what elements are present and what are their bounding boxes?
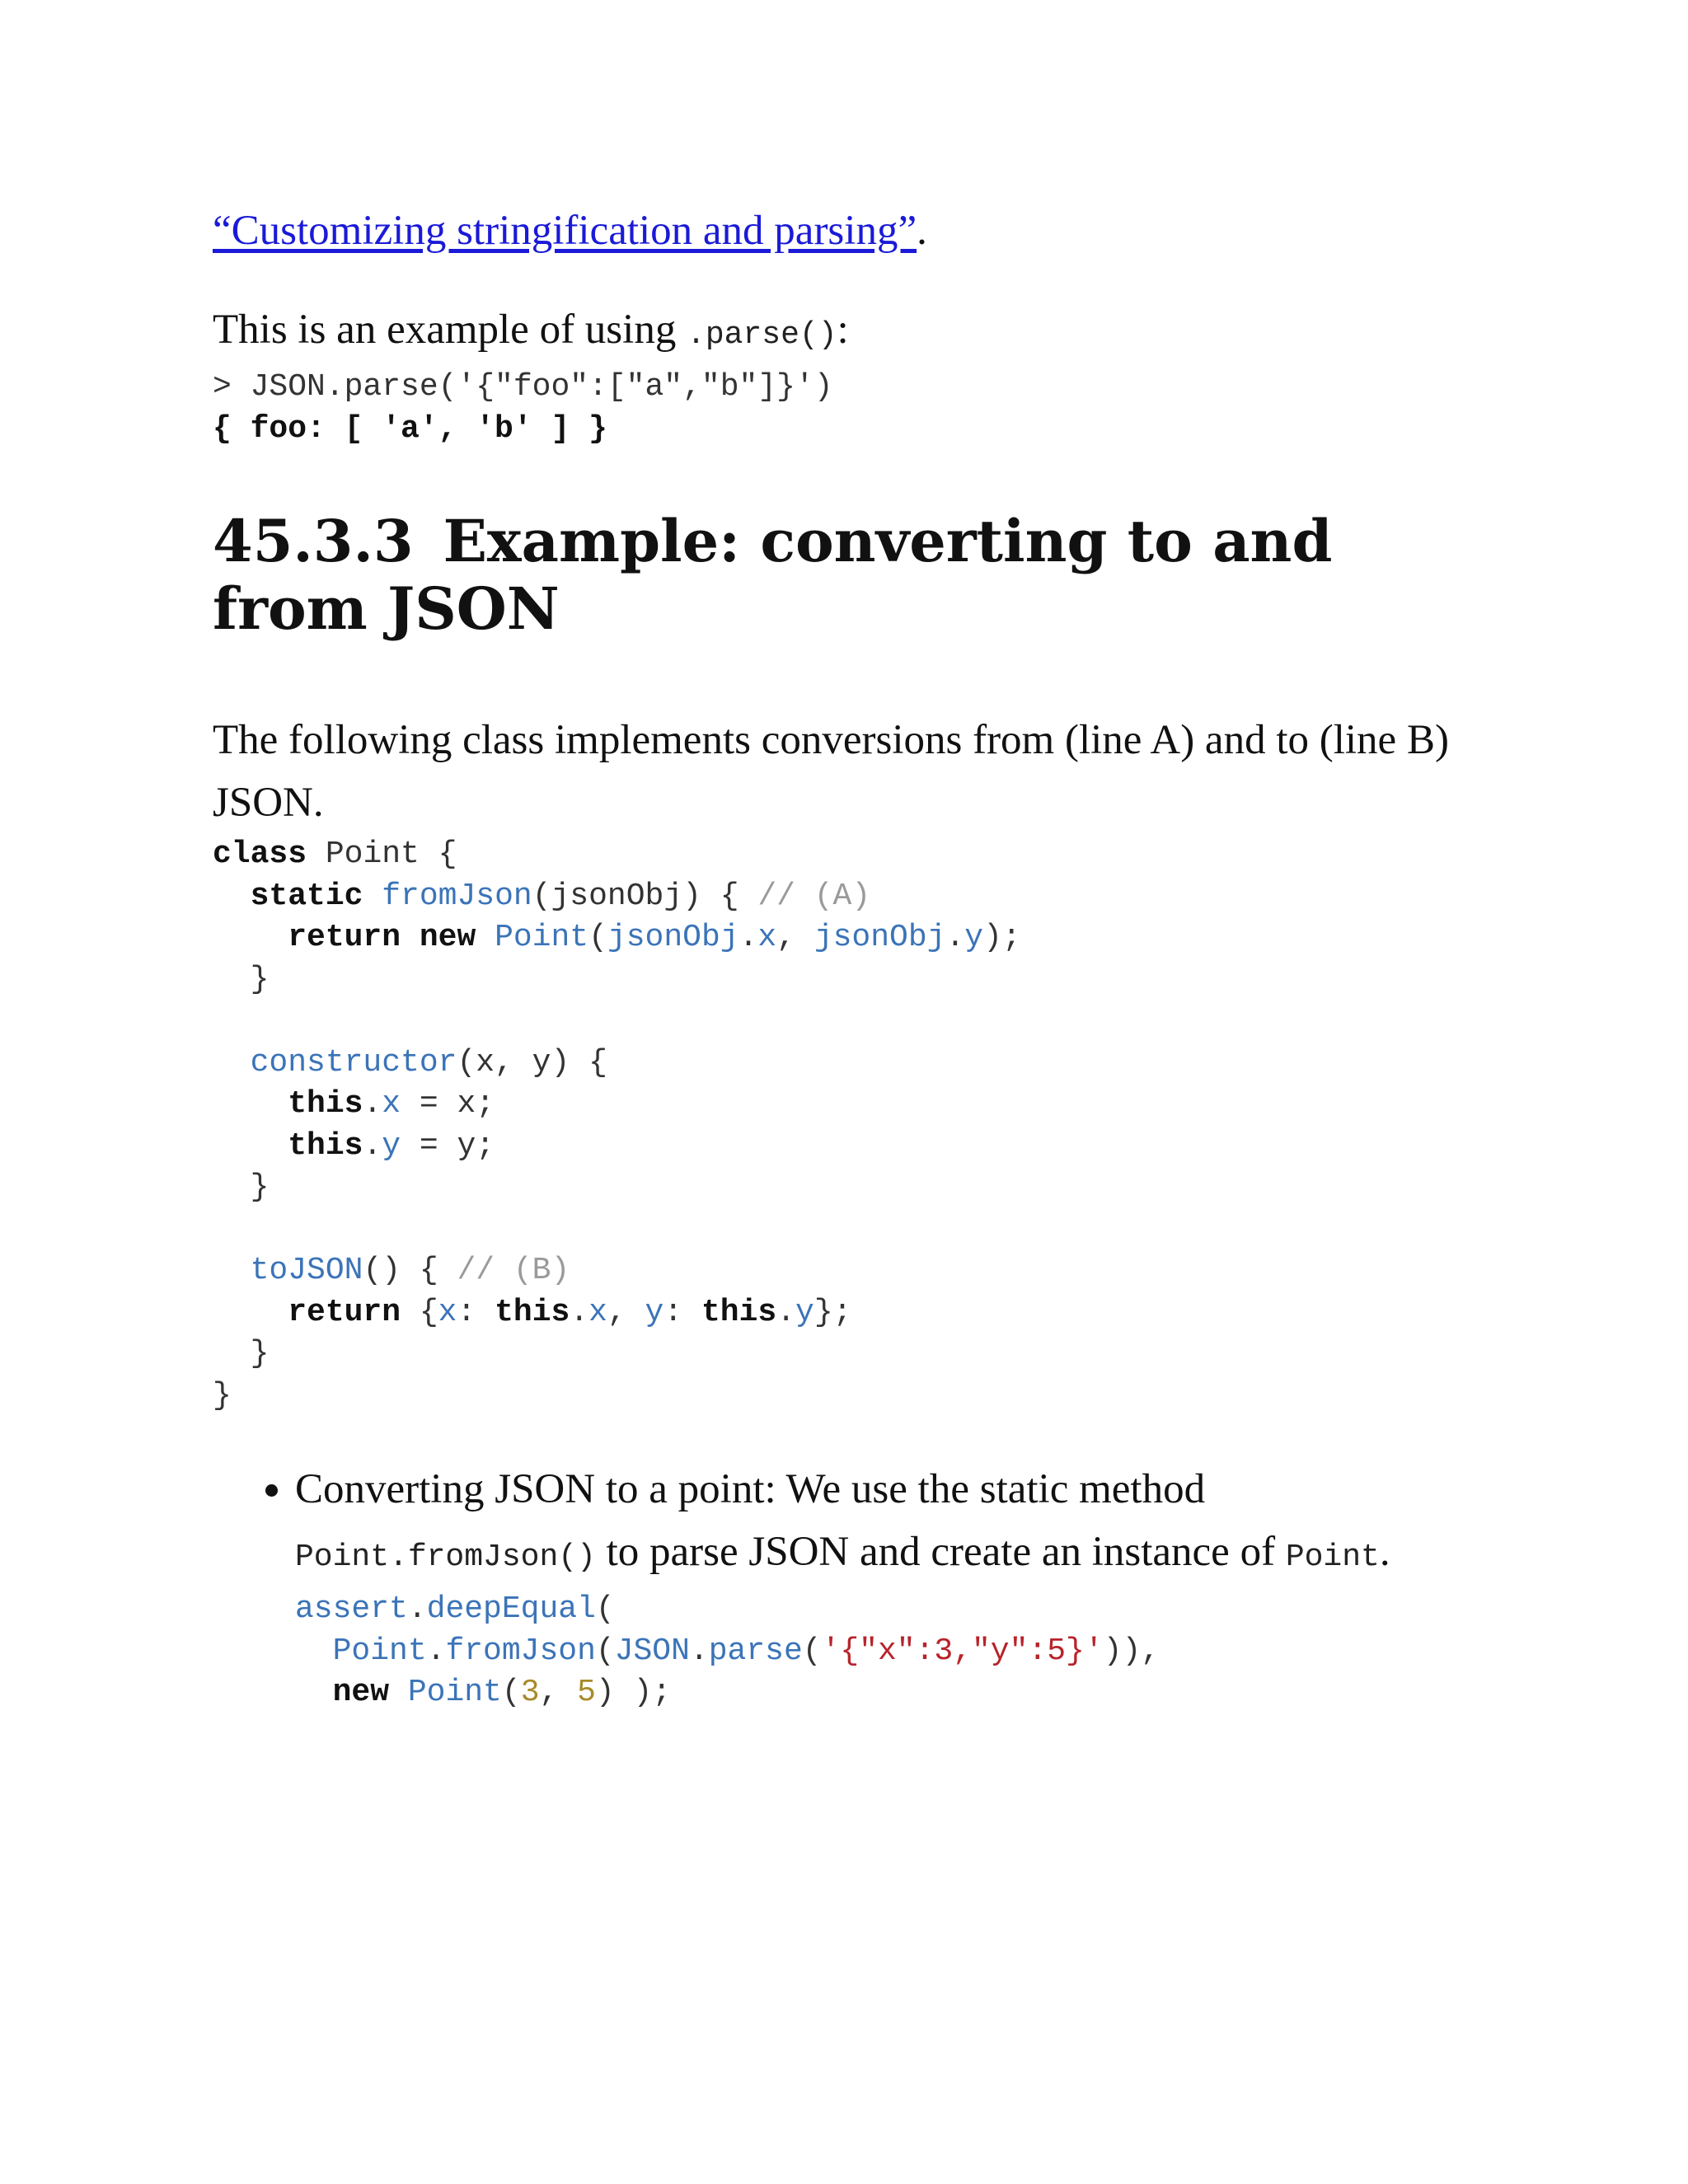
keyword-this: this bbox=[288, 1086, 363, 1122]
repl-code-block bbox=[213, 367, 1498, 450]
code-token: . bbox=[689, 1633, 709, 1669]
example-colon: : bbox=[837, 307, 849, 353]
keyword-return: return bbox=[288, 920, 401, 955]
keyword-new: new bbox=[419, 920, 476, 955]
code-token: . bbox=[776, 1294, 795, 1330]
method-fromjson: fromJson bbox=[382, 878, 532, 914]
constructor-params: (x, y) { bbox=[457, 1044, 607, 1080]
jsonobj-ref: jsonObj bbox=[607, 920, 739, 955]
tojson-params: () { bbox=[363, 1253, 457, 1288]
assign-y: = y; bbox=[401, 1127, 495, 1164]
list-item bbox=[295, 1458, 1498, 1714]
code-token: : bbox=[457, 1294, 495, 1330]
prop-y: y bbox=[795, 1294, 814, 1330]
code-token: ); bbox=[983, 920, 1021, 955]
comment-line-b: // (B) bbox=[457, 1253, 570, 1288]
keyword-class: class bbox=[213, 837, 307, 872]
prop-y: y bbox=[382, 1127, 401, 1164]
repl-output: { foo: [ 'a', 'b' ] } bbox=[213, 410, 607, 447]
jsonobj-ref: jsonObj bbox=[814, 920, 946, 955]
class-name: Point { bbox=[307, 837, 457, 872]
json-string-literal: '{"x":3,"y":5}' bbox=[821, 1633, 1104, 1669]
code-token: , bbox=[607, 1294, 645, 1330]
point-ref: Point bbox=[407, 1675, 502, 1710]
section-title: Example: converting to and from JSON bbox=[213, 507, 1333, 643]
code-token: . bbox=[738, 920, 758, 955]
code-token: . bbox=[363, 1086, 382, 1122]
code-token: { bbox=[419, 1294, 438, 1330]
point-ref: Point bbox=[495, 920, 589, 955]
deepequal-ref: deepEqual bbox=[426, 1591, 596, 1627]
code-token: ( bbox=[501, 1675, 521, 1710]
assign-x: = x; bbox=[401, 1086, 495, 1122]
document-content bbox=[213, 206, 1498, 1714]
code-token: }; bbox=[814, 1294, 852, 1330]
code-token: ( bbox=[595, 1591, 615, 1627]
method-tojson: toJSON bbox=[250, 1253, 363, 1288]
point-class-code-block bbox=[213, 834, 1498, 1417]
code-token: ( bbox=[595, 1633, 615, 1669]
bullet-text: Converting JSON to a point: We use the static method bbox=[295, 1466, 1206, 1512]
bullet-list bbox=[213, 1458, 1498, 1714]
close-brace: } bbox=[250, 1169, 270, 1205]
example-text: This is an example of using bbox=[213, 307, 687, 353]
prop-x: x bbox=[382, 1086, 401, 1122]
bullet-text: to parse JSON and create an instance of bbox=[595, 1529, 1286, 1575]
code-token: : bbox=[663, 1294, 701, 1330]
section-heading bbox=[213, 508, 1498, 643]
code-token: . bbox=[945, 920, 965, 955]
close-brace: } bbox=[213, 1377, 232, 1413]
point-ref: Point bbox=[332, 1633, 427, 1669]
point-inline-code: Point bbox=[1285, 1540, 1380, 1575]
assert-code-block bbox=[295, 1589, 1498, 1714]
code-token: , bbox=[539, 1675, 578, 1710]
keyword-this: this bbox=[495, 1294, 570, 1330]
code-token: . bbox=[407, 1591, 427, 1627]
keyword-static: static bbox=[250, 878, 363, 914]
customizing-link[interactable]: “Customizing stringification and parsing” bbox=[213, 208, 917, 254]
code-token: . bbox=[426, 1633, 446, 1669]
number-literal: 5 bbox=[577, 1675, 596, 1710]
keyword-this: this bbox=[288, 1127, 363, 1164]
keyword-return: return bbox=[288, 1294, 401, 1330]
repl-input: > JSON.parse('{"foo":["a","b"]}') bbox=[213, 369, 833, 405]
parse-inline-code: .parse() bbox=[687, 317, 837, 353]
prop-x: x bbox=[588, 1294, 607, 1330]
prop-x: x bbox=[757, 920, 777, 955]
code-token: ( bbox=[802, 1633, 822, 1669]
key-x: x bbox=[438, 1294, 457, 1330]
bullet-text: . bbox=[1379, 1529, 1390, 1575]
intro-period: . bbox=[917, 208, 927, 254]
code-token: ( bbox=[588, 920, 607, 955]
fromjson-inline-code: Point.fromJson() bbox=[295, 1540, 596, 1575]
constructor-name: constructor bbox=[250, 1044, 457, 1080]
comment-line-a: // (A) bbox=[757, 878, 871, 914]
fromjson-params: (jsonObj) { bbox=[532, 878, 758, 914]
description-paragraph: The following class implements conversions from (line A) and to (line B) JSON. bbox=[213, 717, 1449, 826]
close-brace: } bbox=[250, 1336, 270, 1371]
keyword-new: new bbox=[332, 1675, 390, 1710]
number-literal: 3 bbox=[520, 1675, 540, 1710]
keyword-this: this bbox=[701, 1294, 777, 1330]
code-token: )), bbox=[1103, 1633, 1160, 1669]
json-ref: JSON bbox=[614, 1633, 690, 1669]
parse-ref: parse bbox=[708, 1633, 803, 1669]
code-token: , bbox=[776, 920, 814, 955]
assert-ref: assert bbox=[295, 1591, 408, 1627]
prop-y: y bbox=[964, 920, 984, 955]
code-token: ) ); bbox=[595, 1675, 672, 1710]
intro-paragraph bbox=[213, 206, 1498, 255]
example-sentence bbox=[213, 298, 1498, 367]
code-token: . bbox=[570, 1294, 589, 1330]
section-number: 45.3.3 bbox=[213, 507, 414, 575]
key-y: y bbox=[645, 1294, 664, 1330]
code-token: . bbox=[363, 1127, 382, 1164]
fromjson-ref: fromJson bbox=[445, 1633, 596, 1669]
close-brace: } bbox=[250, 961, 270, 997]
